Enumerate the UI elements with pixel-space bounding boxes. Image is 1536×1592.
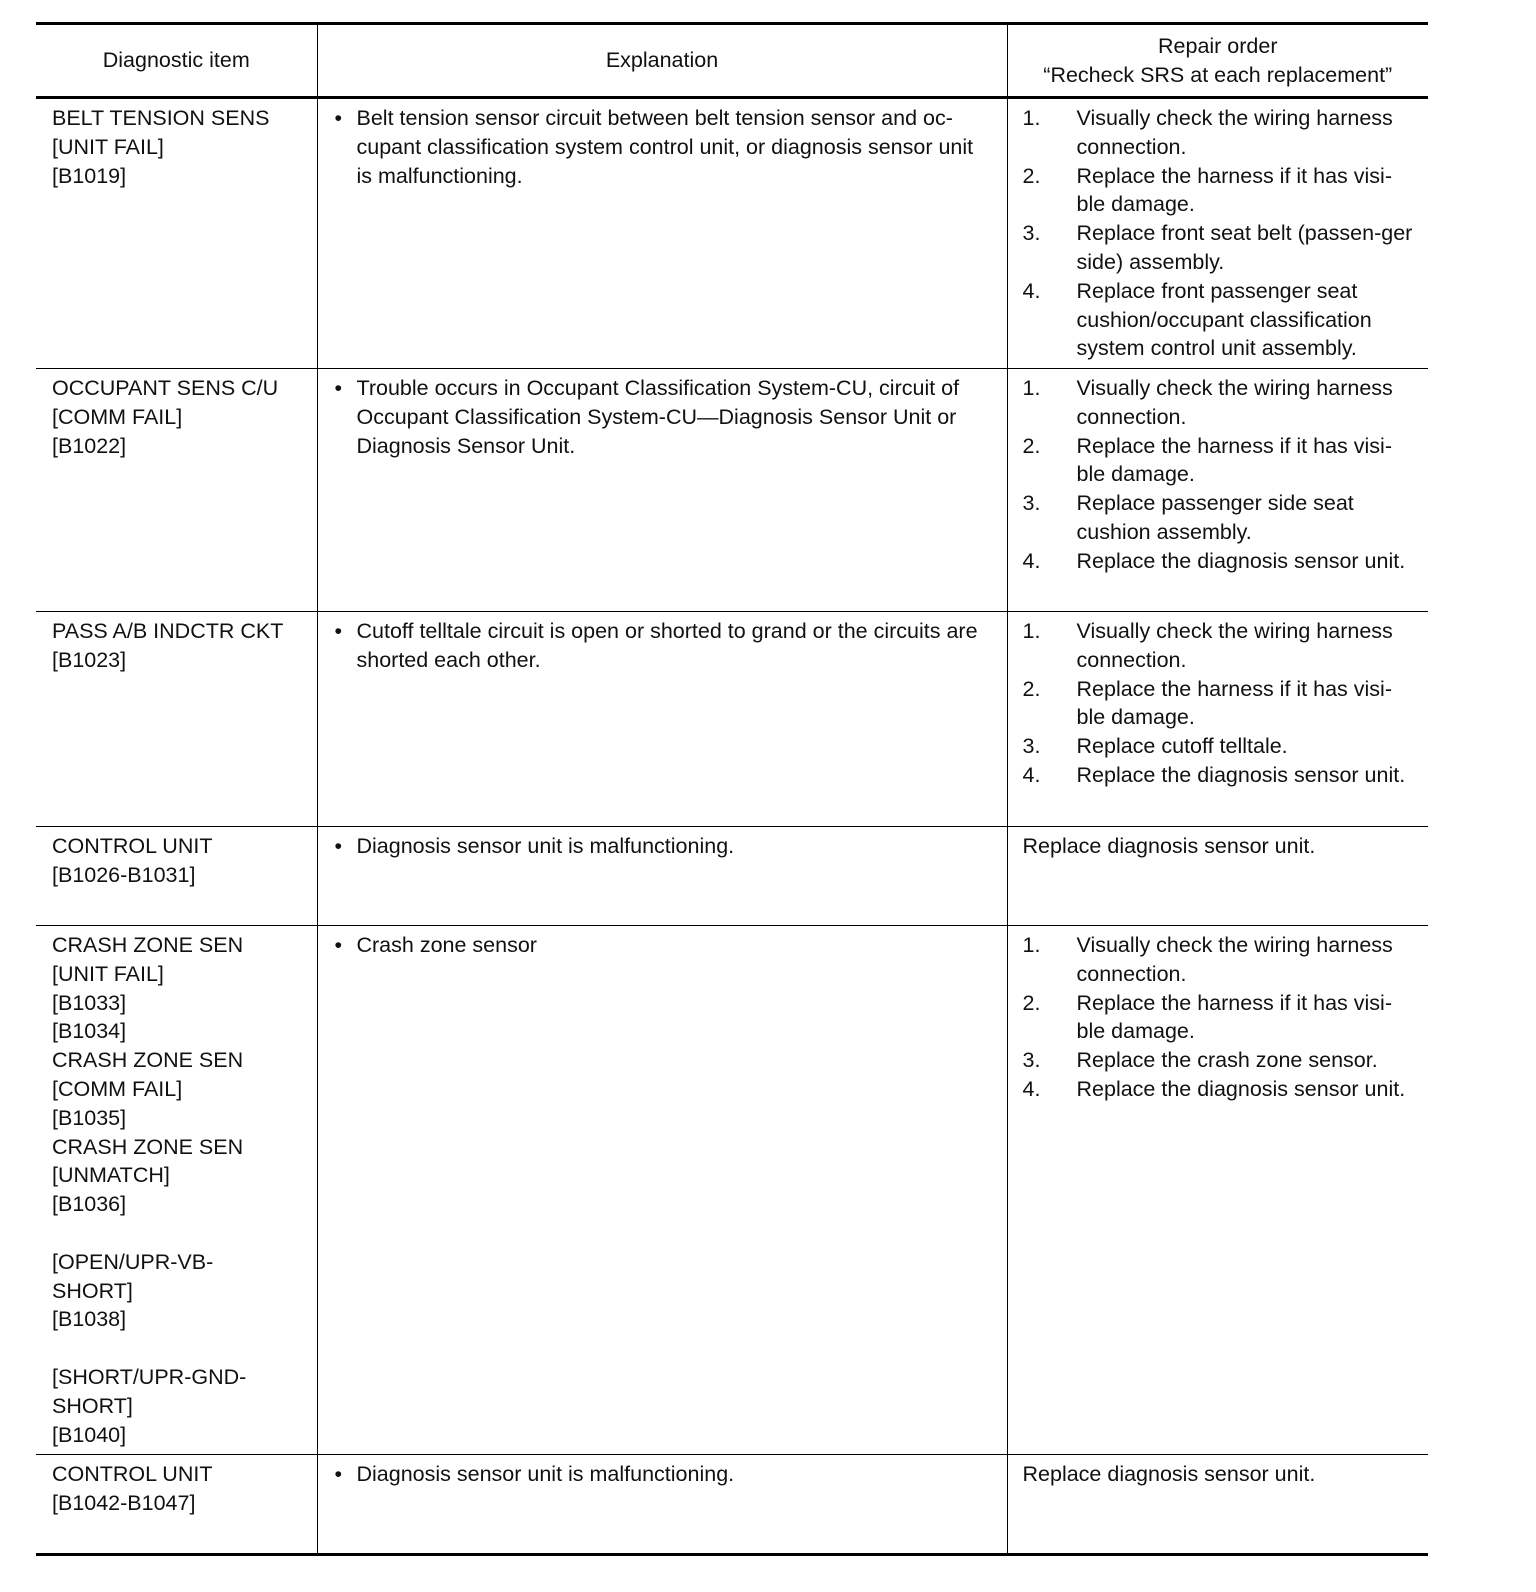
diagnostic-item-line: [B1038] — [52, 1307, 127, 1332]
repair-step-number: 4. — [1022, 762, 1041, 787]
explanation-cell — [317, 369, 1007, 612]
explanation-bullet: • Trouble occurs in Occupant Classification System-CU, circuit of Occupant Classification System-CU—Diagnosis Sensor Unit or Diagnosis Sensor Unit. — [333, 374, 992, 460]
repair-step-number: 2. — [1022, 990, 1041, 1015]
diagnostic-item-line: OCCUPANT SENS C/U — [52, 376, 279, 400]
repair-step — [1023, 931, 1414, 989]
explanation-cell — [317, 926, 1007, 1455]
repair-step-number: 4. — [1022, 548, 1041, 573]
repair-step-text: Replace front seat belt (passen-ger side) assembly. — [1076, 221, 1413, 274]
diagnostic-table — [36, 22, 1428, 1556]
repair-step-text: Replace passenger side seat cushion assembly. — [1076, 491, 1354, 544]
explanation-list — [333, 931, 992, 960]
repair-step-text: Replace the diagnosis sensor unit. — [1076, 548, 1406, 573]
repair-step — [1023, 675, 1414, 733]
table-header — [36, 24, 1428, 98]
diagnostic-item-line: CRASH ZONE SEN — [52, 933, 244, 957]
header-repair-order-title: Repair order — [1158, 33, 1278, 58]
diagnostic-item-line: [B1026-B1031] — [52, 862, 196, 887]
repair-step-number: 1. — [1022, 619, 1041, 643]
repair-step-number: 4. — [1022, 278, 1041, 303]
table-row — [36, 369, 1428, 612]
explanation-list — [333, 832, 992, 861]
repair-step — [1023, 277, 1414, 363]
diagnostic-item-line: CONTROL UNIT — [52, 1462, 213, 1486]
diagnostic-item-cell — [36, 98, 317, 369]
repair-steps — [1023, 374, 1414, 576]
repair-step-text: Replace the harness if it has visi-ble damage. — [1076, 990, 1392, 1044]
table-row — [36, 612, 1428, 827]
diagnostic-item-line: BELT TENSION SENS — [52, 106, 270, 130]
repair-step-number: 1. — [1022, 376, 1041, 400]
explanation-list — [333, 1460, 992, 1489]
diagnostic-item-line: [B1022] — [52, 433, 127, 458]
diagnostic-item-cell — [36, 369, 317, 612]
repair-order-cell — [1007, 98, 1428, 369]
repair-steps — [1023, 931, 1414, 1104]
repair-step-text: Replace front passenger seat cushion/occupant classification system control unit assembly. — [1076, 278, 1372, 361]
explanation-bullet: • Diagnosis sensor unit is malfunctioning. — [333, 832, 992, 861]
repair-steps — [1023, 104, 1414, 363]
repair-order-cell — [1007, 612, 1428, 827]
header-repair-order — [1007, 24, 1428, 98]
diagnostic-item-line: [COMM FAIL] — [52, 1076, 183, 1101]
explanation-bullet: • Cutoff telltale circuit is open or shorted to grand or the circuits are shorted each other. — [333, 617, 992, 675]
table-row — [36, 98, 1428, 369]
diagnostic-item-cell — [36, 926, 317, 1455]
diagnostic-item-line: [B1040] — [52, 1422, 127, 1447]
diagnostic-item-line — [52, 1219, 302, 1248]
repair-step-text: Replace the crash zone sensor. — [1076, 1048, 1378, 1073]
explanation-cell — [317, 827, 1007, 926]
diagnostic-item-line: CONTROL UNIT — [52, 834, 213, 858]
table-row — [36, 926, 1428, 1455]
repair-step-number: 1. — [1022, 933, 1041, 957]
repair-step — [1023, 432, 1414, 490]
repair-step — [1023, 162, 1414, 220]
repair-step — [1023, 732, 1414, 761]
repair-step — [1023, 374, 1414, 432]
explanation-list — [333, 104, 992, 190]
repair-order-cell — [1007, 1455, 1428, 1555]
diagnostic-item-line: CRASH ZONE SEN — [52, 1134, 244, 1159]
diagnostic-item-line: [COMM FAIL] — [52, 404, 183, 429]
explanation-bullet: • Diagnosis sensor unit is malfunctioning. — [333, 1460, 992, 1489]
diagnostic-item-line: [UNMATCH] — [52, 1163, 170, 1188]
repair-step-number: 3. — [1022, 734, 1041, 759]
header-explanation: Explanation — [317, 24, 1007, 98]
explanation-cell — [317, 98, 1007, 369]
repair-step-number: 4. — [1022, 1076, 1041, 1101]
repair-step-text: Replace the harness if it has visi-ble damage. — [1076, 163, 1392, 217]
diagnostic-item-line: [B1034] — [52, 1019, 127, 1044]
table-body — [36, 98, 1428, 1555]
diagnostic-item-line: [B1019] — [52, 163, 127, 188]
repair-step-text: Visually check the wiring harness connection. — [1076, 106, 1393, 159]
header-row — [36, 24, 1428, 98]
explanation-list — [333, 374, 992, 460]
diagnostic-item-line: SHORT] — [52, 1278, 133, 1303]
repair-step-number: 3. — [1022, 221, 1041, 246]
repair-step — [1023, 989, 1414, 1047]
diagnostic-item-line: [B1033] — [52, 990, 127, 1015]
explanation-list — [333, 617, 992, 675]
repair-step-number: 2. — [1022, 433, 1041, 458]
diagnostic-item-cell — [36, 1455, 317, 1555]
repair-step-text: Replace the diagnosis sensor unit. — [1076, 762, 1406, 787]
repair-order-cell — [1007, 926, 1428, 1455]
repair-step-text: Replace the diagnosis sensor unit. — [1076, 1076, 1406, 1101]
repair-step-number: 2. — [1022, 163, 1041, 188]
diagnostic-item-line: [B1036] — [52, 1192, 127, 1217]
diagnostic-item-line: [SHORT/UPR-GND- — [52, 1364, 247, 1389]
diagnostic-item-line: PASS A/B INDCTR CKT — [52, 619, 284, 643]
repair-step — [1023, 617, 1414, 675]
repair-step-number: 1. — [1022, 106, 1041, 130]
explanation-bullet: • Crash zone sensor — [333, 931, 992, 960]
diagnostic-item-cell — [36, 612, 317, 827]
diagnostic-item-cell — [36, 827, 317, 926]
repair-step — [1023, 1046, 1414, 1075]
diagnostic-item-line: [B1023] — [52, 647, 127, 672]
repair-step-number: 3. — [1022, 491, 1041, 516]
repair-step — [1023, 104, 1414, 162]
diagnostic-item-line: SHORT] — [52, 1393, 133, 1418]
repair-step-number: 2. — [1022, 676, 1041, 701]
repair-text: Replace diagnosis sensor unit. — [1022, 1462, 1316, 1486]
repair-step-text: Visually check the wiring harness connection. — [1076, 933, 1393, 986]
repair-step-text: Replace cutoff telltale. — [1076, 734, 1288, 759]
explanation-cell — [317, 1455, 1007, 1555]
diagnostic-item-line — [52, 1334, 302, 1363]
repair-order-cell — [1007, 369, 1428, 612]
diagnostic-item-line: [B1042-B1047] — [52, 1490, 196, 1515]
diagnostic-item-line: [UNIT FAIL] — [52, 961, 164, 986]
repair-step-text: Replace the harness if it has visi-ble damage. — [1076, 433, 1392, 487]
repair-step — [1023, 761, 1414, 790]
repair-step — [1023, 1075, 1414, 1104]
diagnostic-item-line: CRASH ZONE SEN — [52, 1048, 244, 1073]
diagnostic-item-line: [UNIT FAIL] — [52, 134, 164, 159]
repair-step — [1023, 489, 1414, 547]
repair-step-text: Visually check the wiring harness connection. — [1076, 619, 1393, 672]
diagnostic-item-line: [B1035] — [52, 1105, 127, 1130]
repair-order-cell — [1007, 827, 1428, 926]
repair-text: Replace diagnosis sensor unit. — [1022, 834, 1316, 858]
header-diagnostic-item: Diagnostic item — [36, 24, 317, 98]
header-repair-order-note: “Recheck SRS at each replacement” — [1043, 62, 1393, 87]
repair-step-text: Visually check the wiring harness connection. — [1076, 376, 1393, 429]
explanation-cell — [317, 612, 1007, 827]
diagnostic-item-line: [OPEN/UPR-VB- — [52, 1249, 214, 1274]
explanation-bullet: • Belt tension sensor circuit between belt tension sensor and oc-cupant classification system control unit, or diagnosis sensor unit is malfunctioning. — [333, 104, 992, 190]
table-row — [36, 1455, 1428, 1555]
repair-steps — [1023, 617, 1414, 790]
table-row — [36, 827, 1428, 926]
repair-step-number: 3. — [1022, 1048, 1041, 1073]
repair-step — [1023, 547, 1414, 576]
repair-step-text: Replace the harness if it has visi-ble damage. — [1076, 676, 1392, 730]
repair-step — [1023, 219, 1414, 277]
